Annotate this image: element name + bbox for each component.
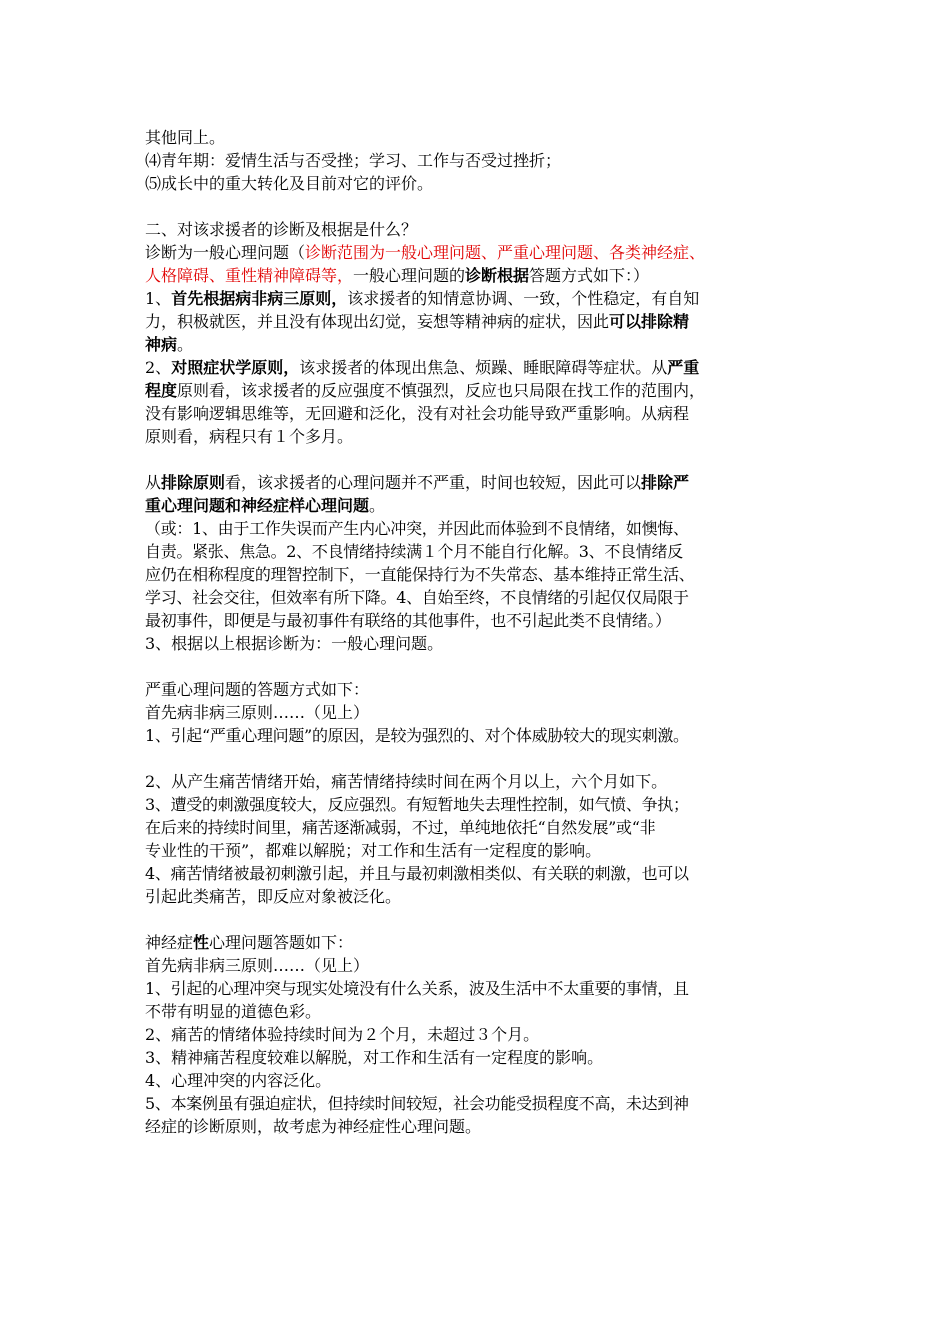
blank-line	[145, 448, 825, 471]
text-line: 4、痛苦情绪被最初刺激引起，并且与最初刺激相类似、有关联的刺激，也可以	[145, 864, 689, 883]
text-span: 1、	[145, 289, 172, 308]
text-line	[145, 379, 825, 402]
text-line: 原则看，病程只有１个多月。	[145, 427, 354, 446]
red-note: 人格障碍、重性精神障碍等，	[145, 266, 354, 285]
text-span: 该求援者的体现出焦急、烦躁、睡眠障碍等症状。从	[299, 358, 668, 377]
text-line	[145, 471, 825, 494]
text-line: （或：1、由于工作失误而产生内心冲突，并因此而体验到不良情绪，如懊悔、	[145, 519, 689, 538]
text-line	[145, 333, 825, 356]
text-line: ⑸成长中的重大转化及目前对它的评价。	[145, 174, 434, 193]
text-line	[145, 494, 825, 517]
bold-text: 性	[193, 933, 210, 952]
section-heading	[145, 931, 825, 954]
text-line	[145, 356, 825, 379]
text-line: 1、引起“严重心理问题”的原因，是较为强烈的、对个体威胁较大的现实刺激。	[145, 726, 689, 745]
bold-text: 重心理问题和神经症样心理问题	[145, 496, 370, 515]
text-line: 学习、社会交往，但效率有所下降。4、自始至终，不良情绪的引起仅仅局限于	[145, 588, 689, 607]
red-note: 诊断范围为一般心理问题、严重心理问题、各类神经症、	[305, 243, 706, 262]
document-page	[145, 126, 825, 1138]
text-span: 原则看，该求援者的反应强度不慎强烈，反应也只局限在找工作的范围内，	[177, 381, 706, 400]
text-span: 力，积极就医，并且没有体现出幻觉，妄想等精神病的症状，因此	[145, 312, 610, 331]
blank-line	[145, 908, 825, 931]
text-line: 最初事件，即便是与最初事件有联络的其他事件，也不引起此类不良情绪。）	[145, 611, 671, 630]
text-span: 答题方式如下：）	[529, 266, 650, 285]
bold-text: 诊断根据	[465, 266, 530, 285]
text-line: 不带有明显的道德色彩。	[145, 1002, 322, 1021]
text-span: 诊断为一般心理问题（	[145, 243, 306, 262]
text-line	[145, 310, 825, 333]
text-line: 经症的诊断原则，故考虑为神经症性心理问题。	[145, 1117, 482, 1136]
section-heading: 严重心理问题的答题方式如下：	[145, 680, 370, 699]
text-line: 应仍在相称程度的理智控制下，一直能保持行为不失常态、基本维持正常生活、	[145, 565, 695, 584]
text-line: ⑷青年期：爱情生活与否受挫；学习、工作与否受过挫折；	[145, 151, 562, 170]
text-line: 首先病非病三原则……（见上）	[145, 956, 370, 975]
blank-line	[145, 655, 825, 678]
text-line: 3、遭受的刺激强度较大，反应强烈。有短暂地失去理性控制，如气愤、争执；	[145, 795, 689, 814]
blank-line	[145, 195, 825, 218]
text-line	[145, 241, 825, 264]
text-line: 没有影响逻辑思维等，无回避和泛化，没有对社会功能导致严重影响。从病程	[145, 404, 690, 423]
text-span: 看，该求援者的心理问题并不严重，时间也较短，因此可以	[225, 473, 642, 492]
text-line: 引起此类痛苦，即反应对象被泛化。	[145, 887, 402, 906]
bold-text: 排除严	[641, 473, 690, 492]
text-line: 4、心理冲突的内容泛化。	[145, 1071, 332, 1090]
bold-text: 可以排除精	[609, 312, 690, 331]
text-line: 其他同上。	[145, 128, 226, 147]
text-span: 心理问题答题如下：	[209, 933, 354, 952]
bold-text: 首先根据病非病三原则，	[171, 289, 348, 308]
text-span: 从	[145, 473, 162, 492]
text-line: 自责。紧张、焦急。2、不良情绪持续满１个月不能自行化解。3、不良情绪反	[145, 542, 683, 561]
text-span: 一般心理问题的	[353, 266, 466, 285]
text-line: 2、从产生痛苦情绪开始，痛苦情绪持续时间在两个月以上，六个月如下。	[145, 772, 668, 791]
text-line: 3、精神痛苦程度较难以解脱，对工作和生活有一定程度的影响。	[145, 1048, 604, 1067]
text-line: 1、引起的心理冲突与现实处境没有什么关系，波及生活中不太重要的事情，且	[145, 979, 689, 998]
bold-text: 严重	[667, 358, 700, 377]
text-line: 3、根据以上根据诊断为：一般心理问题。	[145, 634, 444, 653]
text-span: 该求援者的知情意协调、一致，个性稳定，有自知	[347, 289, 700, 308]
text-line: 2、痛苦的情绪体验持续时间为２个月，未超过３个月。	[145, 1025, 540, 1044]
bold-text: 神病	[145, 335, 178, 354]
text-line	[145, 287, 825, 310]
text-line	[145, 264, 825, 287]
text-line: 5、本案例虽有强迫症状，但持续时间较短，社会功能受损程度不高，未达到神	[145, 1094, 689, 1113]
text-span: 神经症	[145, 933, 194, 952]
text-span: 2、	[145, 358, 172, 377]
bold-text: 对照症状学原则，	[171, 358, 300, 377]
text-line: 专业性的干预”，都难以解脱；对工作和生活有一定程度的影响。	[145, 841, 602, 860]
text-line: 首先病非病三原则……（见上）	[145, 703, 370, 722]
text-span: 。	[369, 496, 386, 515]
text-span: 。	[177, 335, 194, 354]
bold-text: 程度	[145, 381, 178, 400]
text-line: 在后来的持续时间里，痛苦逐渐减弱，不过，单纯地依托“自然发展”或“非	[145, 818, 656, 837]
section-heading: 二、对该求援者的诊断及根据是什么？	[145, 220, 418, 239]
blank-line	[145, 747, 825, 770]
bold-text: 排除原则	[161, 473, 226, 492]
